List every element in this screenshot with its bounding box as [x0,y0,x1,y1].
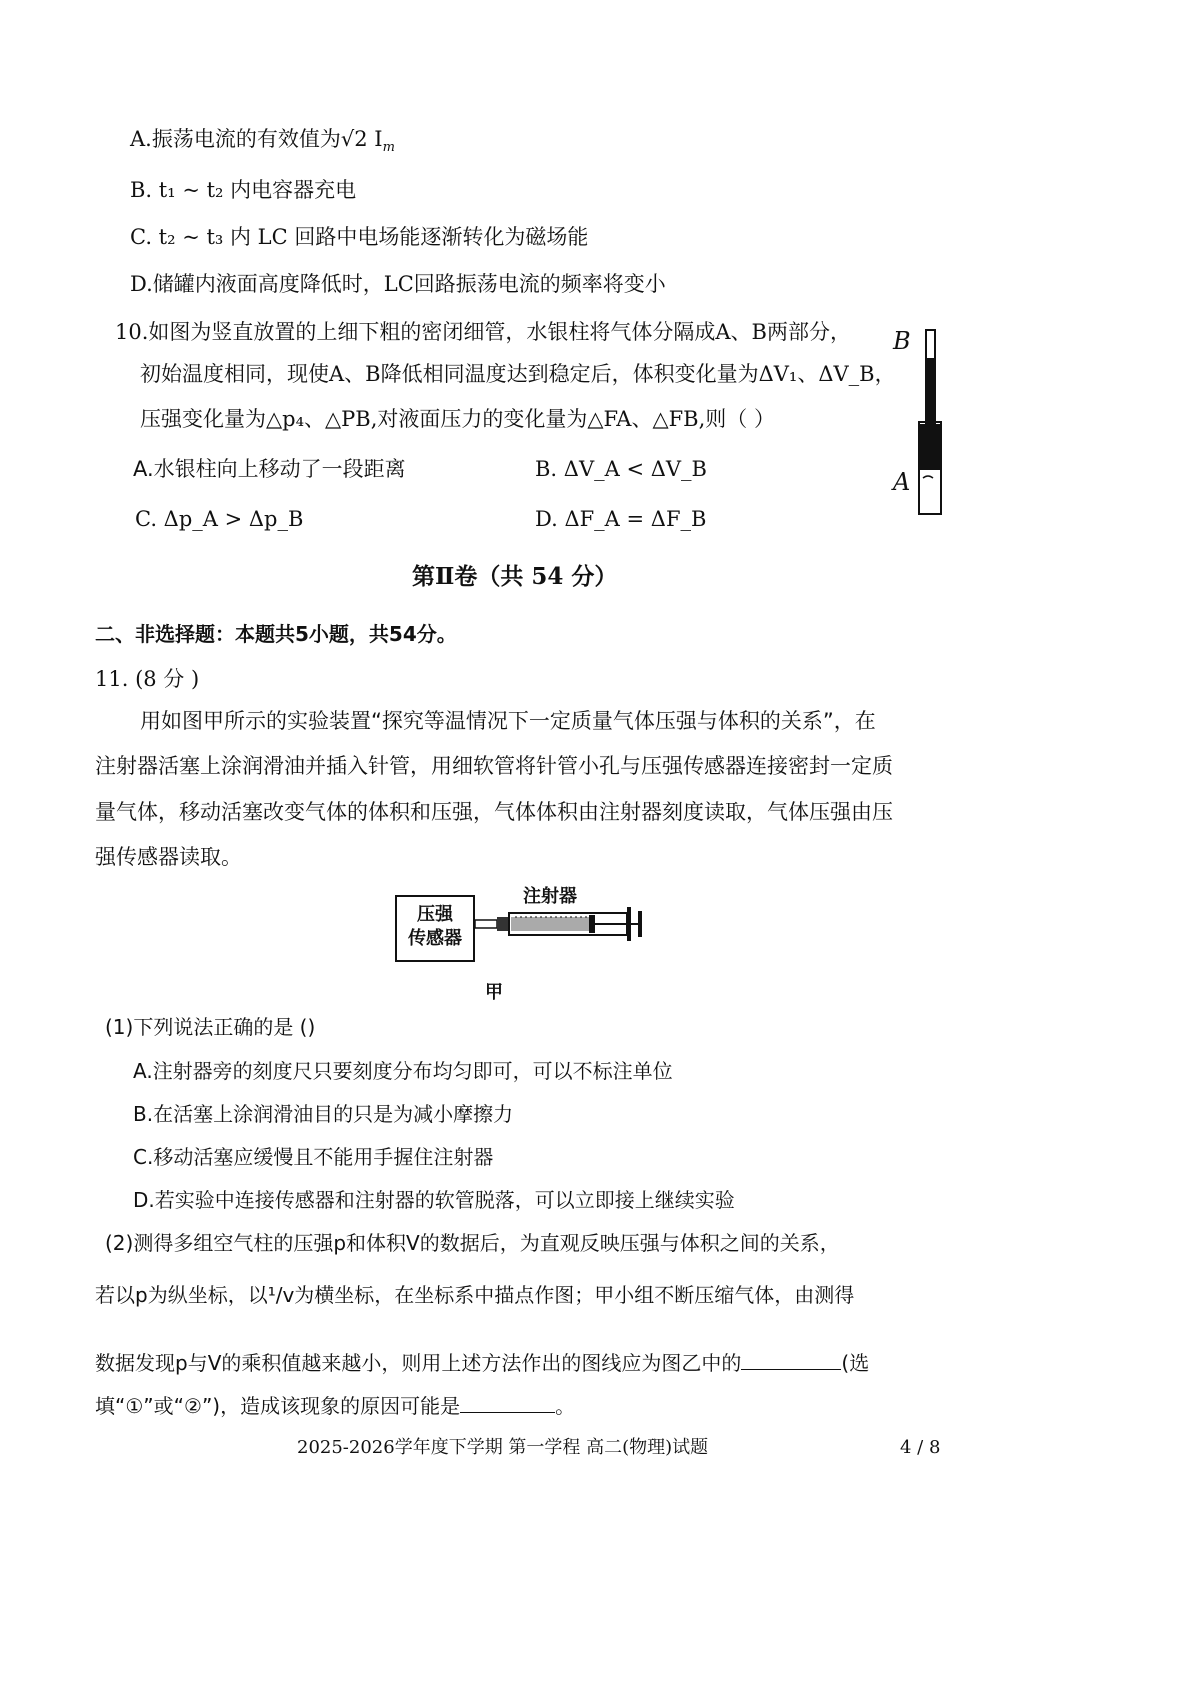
q10-option-d: D. ΔF_A = ΔF_B [535,507,707,531]
q9-option-d: D.储罐内液面高度降低时，LC回路振荡电流的频率将变小 [130,272,666,296]
sensor-label-line2: 传感器 [408,928,462,949]
answer-blank-1[interactable] [741,1347,841,1370]
gas-a-mark [923,476,933,478]
q9-option-a-text: A.振荡电流的有效值为√2 I [130,127,383,151]
q11-para-line4: 强传感器读取。 [95,845,242,869]
q11-para-line2: 注射器活塞上涂润滑油并插入针管，用细软管将针管小孔与压强传感器连接密封一定质 [95,754,893,778]
syringe-label: 注射器 [523,886,577,907]
section2-header: 二、非选择题：本题共5小题，共54分。 [95,622,457,646]
q11-part2-line4 [95,1390,575,1420]
barrel-flange [627,907,631,941]
q11-part2-line1: (2)测得多组空气柱的压强p和体积V的数据后，为直观反映压强与体积之间的关系， [105,1231,840,1255]
tube-label-b: B [893,327,911,355]
mercury-upper [927,358,934,428]
q11-part1-question: (1)下列说法正确的是 () [105,1015,316,1039]
q11-part2-line2: 若以p为纵坐标，以¹/v为横坐标，在坐标系中描点作图；甲小组不断压缩气体，由测得 [95,1283,855,1307]
mercury-column [920,424,940,470]
q10-option-b: B. ΔV_A < ΔV_B [535,457,707,481]
q9-option-c: C. t₂ ~ t₃ 内 LC 回路中电场能逐渐转化为磁场能 [130,225,589,249]
page-number: 4 / 8 [900,1437,941,1458]
q10-option-c: C. Δp_A > Δp_B [135,507,304,531]
q9-option-a-subscript: m [382,140,395,156]
q11-para-line1: 用如图甲所示的实验装置“探究等温情况下一定质量气体压强与体积的关系”，在 [140,709,876,733]
answer-blank-2[interactable] [460,1390,555,1413]
footer-title: 2025-2026学年度下学期 第一学程 高二(物理)试题 [297,1437,709,1458]
q10-stem-line3: 压强变化量为△p₄、△PB,对液面压力的变化量为△FA、△FB,则（ ） [140,407,775,431]
pressure-sensor-box [395,895,475,962]
q11-part1-option-b: B.在活塞上涂润滑油目的只是为减小摩擦力 [133,1102,514,1126]
q11-part1-option-a: A.注射器旁的刻度尺只要刻度分布均匀即可，可以不标注单位 [133,1059,673,1083]
q9-option-b: B. t₁ ~ t₂ 内电容器充电 [130,178,357,202]
q11-para-line3: 量气体，移动活塞改变气体的体积和压强，气体体积由注射器刻度读取，气体压强由压 [95,800,893,824]
q11-part2-line3-text: 数据发现p与V的乘积值越来越小，则用上述方法作出的图线应为图乙中的 [95,1351,742,1375]
q10-stem-line2: 初始温度相同，现使A、B降低相同温度达到稳定后，体积变化量为ΔV₁、ΔV_B， [140,362,896,386]
connector-tube [475,920,497,928]
q10-stem-line1: 10.如图为竖直放置的上细下粗的密闭细管，水银柱将气体分隔成A、B两部分， [115,320,851,344]
section2-title: 第Ⅱ卷（共 54 分） [412,563,618,590]
tube-label-a: A [893,468,911,496]
q11-part1-option-c: C.移动活塞应缓慢且不能用手握住注射器 [133,1145,494,1169]
syringe-nozzle [497,917,509,931]
plunger-handle [638,911,642,937]
syringe-drawing [475,905,655,955]
q11-part2-line4-tail: 。 [555,1394,576,1418]
q11-part2-line4-text: 填“①”或“②”)，造成该现象的原因可能是 [95,1394,461,1418]
q9-option-a [130,125,395,162]
gas-fill [511,917,589,931]
q11-part2-line3 [95,1347,869,1377]
q10-option-a: A.水银柱向上移动了一段距离 [133,457,406,481]
q11-part2-line3-tail: (选 [841,1351,870,1375]
figure-jia [385,880,665,1005]
sensor-label-line1: 压强 [417,904,453,925]
syringe-piston [589,915,595,933]
q11-part1-option-d: D.若实验中连接传感器和注射器的软管脱落，可以立即接上继续实验 [133,1188,735,1212]
sealed-tube-figure [910,328,950,518]
figure-caption: 甲 [485,982,503,1003]
q11-number: 11. (8 分 ) [95,667,200,691]
